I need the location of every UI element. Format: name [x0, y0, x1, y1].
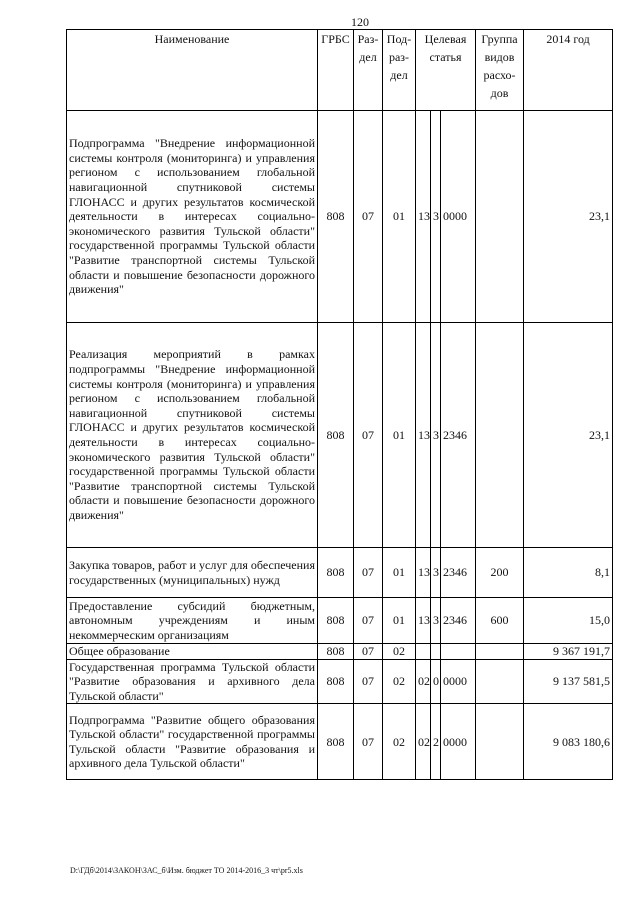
row-target-subprogram-cell: 3: [431, 548, 441, 598]
header-razdel: Раз- дел: [354, 30, 383, 111]
header-group: Группа видов расхо- дов: [476, 30, 524, 111]
row-amount-cell: 9 137 581,5: [524, 659, 613, 704]
table-row: [67, 659, 613, 704]
table-row: [67, 323, 613, 548]
row-group-cell: [476, 644, 524, 660]
row-target-subprogram-cell: [431, 644, 441, 660]
row-target-item-cell: 0000: [441, 659, 476, 704]
row-razdel-cell: 07: [354, 548, 383, 598]
row-target-program-cell: 02: [416, 659, 431, 704]
row-group-cell: [476, 659, 524, 704]
table-row: [67, 548, 613, 598]
row-amount-cell: 8,1: [524, 548, 613, 598]
header-name: Наименование: [67, 30, 318, 111]
row-group-cell: [476, 111, 524, 323]
row-target-item-cell: 2346: [441, 598, 476, 644]
row-target-subprogram-cell: 0: [431, 659, 441, 704]
row-target-subprogram-cell: 2: [431, 704, 441, 780]
row-target-program-cell: 13: [416, 598, 431, 644]
row-target-item-cell: 0000: [441, 704, 476, 780]
header-podrazdel: Под- раз- дел: [383, 30, 416, 111]
budget-table: [66, 29, 613, 780]
row-target-subprogram-cell: 3: [431, 111, 441, 323]
table-header-row: [67, 30, 613, 111]
row-amount-cell: 23,1: [524, 323, 613, 548]
row-razdel-cell: 07: [354, 323, 383, 548]
row-grbs-cell: 808: [318, 548, 354, 598]
row-grbs-cell: 808: [318, 598, 354, 644]
header-target: Целевая статья: [416, 30, 476, 111]
row-amount-cell: 9 367 191,7: [524, 644, 613, 660]
row-group-cell: 600: [476, 598, 524, 644]
row-razdel-cell: 07: [354, 598, 383, 644]
row-target-item-cell: 0000: [441, 111, 476, 323]
row-name-cell: Подпрограмма "Внедрение информационной системы контроля (мониторинга) и управления регионом с использованием глобальной навигационной спутниковой системы ГЛОНАСС и других результатов космической деятельности в интересах социально-экономического развития Тульской области" государственной программы Тульской области "Развитие транспортной системы Тульской области и повышение безопасности дорожного движения": [67, 111, 318, 323]
table-row: [67, 704, 613, 780]
row-podrazdel-cell: 02: [383, 704, 416, 780]
row-name-cell: Закупка товаров, работ и услуг для обеспечения государственных (муниципальных) нужд: [67, 548, 318, 598]
row-target-item-cell: 2346: [441, 323, 476, 548]
row-target-program-cell: 13: [416, 323, 431, 548]
table-row: [67, 111, 613, 323]
row-amount-cell: 15,0: [524, 598, 613, 644]
row-group-cell: [476, 704, 524, 780]
row-podrazdel-cell: 01: [383, 598, 416, 644]
row-target-item-cell: 2346: [441, 548, 476, 598]
row-razdel-cell: 07: [354, 644, 383, 660]
row-grbs-cell: 808: [318, 644, 354, 660]
row-target-subprogram-cell: 3: [431, 323, 441, 548]
row-target-program-cell: [416, 644, 431, 660]
row-razdel-cell: 07: [354, 111, 383, 323]
table-row: [67, 644, 613, 660]
row-name-cell: Государственная программа Тульской области "Развитие образования и архивного дела Тульской области": [67, 659, 318, 704]
row-name-cell: Реализация мероприятий в рамках подпрограммы "Внедрение информационной системы контроля (мониторинга) и управления регионом с использованием глобальной навигационной спутниковой системы ГЛОНАСС и других результатов космической деятельности в интересах социально-экономического развития Тульской области" государственной программы Тульской области "Развитие транспортной системы Тульской области и повышение безопасности дорожного движения": [67, 323, 318, 548]
row-name-cell: Подпрограмма "Развитие общего образования Тульской области" государственной программы Тульской области "Развитие образования и архивного дела Тульской области": [67, 704, 318, 780]
header-year: 2014 год: [524, 30, 613, 111]
row-razdel-cell: 07: [354, 704, 383, 780]
row-podrazdel-cell: 02: [383, 644, 416, 660]
row-target-program-cell: 13: [416, 111, 431, 323]
row-group-cell: 200: [476, 548, 524, 598]
row-grbs-cell: 808: [318, 111, 354, 323]
row-grbs-cell: 808: [318, 704, 354, 780]
row-razdel-cell: 07: [354, 659, 383, 704]
row-amount-cell: 23,1: [524, 111, 613, 323]
row-name-cell: Общее образование: [67, 644, 318, 660]
header-grbs: ГРБС: [318, 30, 354, 111]
row-target-subprogram-cell: 3: [431, 598, 441, 644]
row-podrazdel-cell: 01: [383, 111, 416, 323]
row-name-cell: Предоставление субсидий бюджетным, автономным учреждениям и иным некоммерческим организациям: [67, 598, 318, 644]
footer-file-path: D:\ГДб\2014\ЗАКОН\ЗАС_б\Изм. бюджет ТО 2014-2016_3 чт\pr5.xls: [70, 866, 303, 875]
row-grbs-cell: 808: [318, 323, 354, 548]
row-grbs-cell: 808: [318, 659, 354, 704]
row-target-item-cell: [441, 644, 476, 660]
row-group-cell: [476, 323, 524, 548]
table-row: [67, 598, 613, 644]
page-number: 120: [351, 15, 369, 29]
row-podrazdel-cell: 02: [383, 659, 416, 704]
row-podrazdel-cell: 01: [383, 548, 416, 598]
row-amount-cell: 9 083 180,6: [524, 704, 613, 780]
row-podrazdel-cell: 01: [383, 323, 416, 548]
row-target-program-cell: 02: [416, 704, 431, 780]
row-target-program-cell: 13: [416, 548, 431, 598]
